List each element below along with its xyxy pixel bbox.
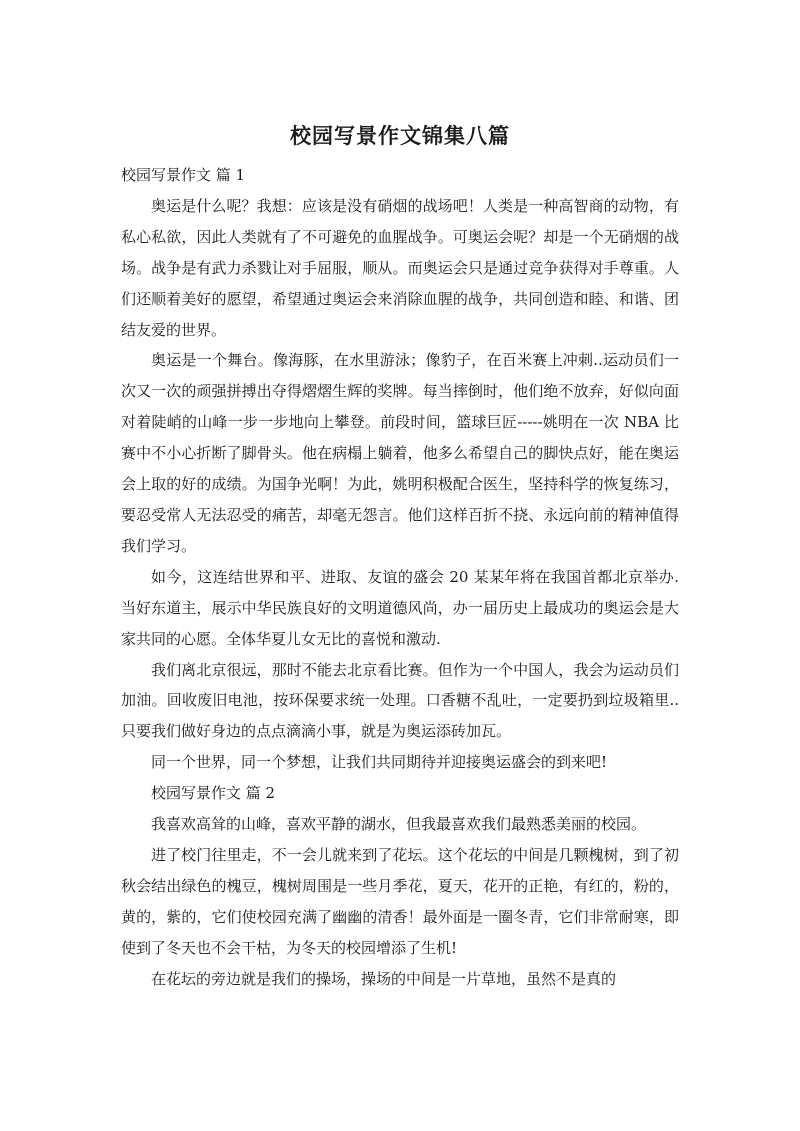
paragraph: 奥运是什么呢？我想：应该是没有硝烟的战场吧！人类是一种高智商的动物，有私心私欲，因此人类就有了不可避免的血腥战争。可奥运会呢？却是一个无硝烟的战场。战争是有武力杀戮让对手屈服，顺从。而奥运会只是通过竞争获得对手尊重。人们还顺着美好的愿望，希望通过奥运会来消除血腥的战争，共同创造和睦、和谐、团结友爱的世界。 <box>121 196 679 339</box>
section-heading: 校园写景作文 篇 1 <box>121 166 246 184</box>
paragraph: 我喜欢高耸的山峰，喜欢平静的湖水，但我最喜欢我们最熟悉美丽的校园。 <box>151 815 647 834</box>
paragraph: 奥运是一个舞台。像海豚，在水里游泳；像豹子，在百米赛上冲刺..运动员们一次又一次的顽强拼搏出夺得熠熠生辉的奖牌。每当摔倒时，他们绝不放弃，好似向面对着陡峭的山峰一步一步地向上攀登。前段时间，篮球巨匠-----姚明在一次 NBA 比赛中不小心折断了脚骨头。他在病榻上躺着，他多么希望自己的脚快点好，能在奥运会上取的好的成绩。为国争光啊！为此，姚明积极配合医生，坚持科学的恢复练习，要忍受常人无法忍受的痛苦，却毫无怨言。他们这样百折不挠、永远向前的精神值得我们学习。 <box>121 351 679 555</box>
document-title: 校园写景作文锦集八篇 <box>290 124 510 148</box>
section-heading: 校园写景作文 篇 2 <box>151 784 276 803</box>
document-body <box>121 160 679 994</box>
paragraph: 进了校门往里走，不一会儿就来到了花坛。这个花坛的中间是几颗槐树，到了初秋会结出绿色的槐豆，槐树周围是一些月季花，夏天，花开的正艳，有红的，粉的，黄的，紫的，它们使校园充满了幽幽的清香！最外面是一圈冬青，它们非常耐寒，即使到了冬天也不会干枯，为冬天的校园增添了生机! <box>121 845 679 957</box>
paragraph: 我们离北京很远，那时不能去北京看比赛。但作为一个中国人，我会为运动员们加油。回收废旧电池，按环保要求统一处理。口香糖不乱吐，一定要扔到垃圾箱里..只要我们做好身边的点点滴滴小事，就是为奥运添砖加瓦。 <box>121 660 679 741</box>
paragraph: 在花坛的旁边就是我们的操场，操场的中间是一片草地，虽然不是真的 <box>151 969 617 988</box>
paragraph: 如今，这连结世界和平、进取、友谊的盛会 20 某某年将在我国首都北京举办. 当好东道主，展示中华民族良好的文明道德风尚，办一届历史上最成功的奥运会是大家共同的心愿。全体华夏儿女无比的喜悦和激动. <box>121 567 679 648</box>
paragraph: 同一个世界，同一个梦想，让我们共同期待并迎接奥运盛会的到来吧! <box>151 753 608 772</box>
